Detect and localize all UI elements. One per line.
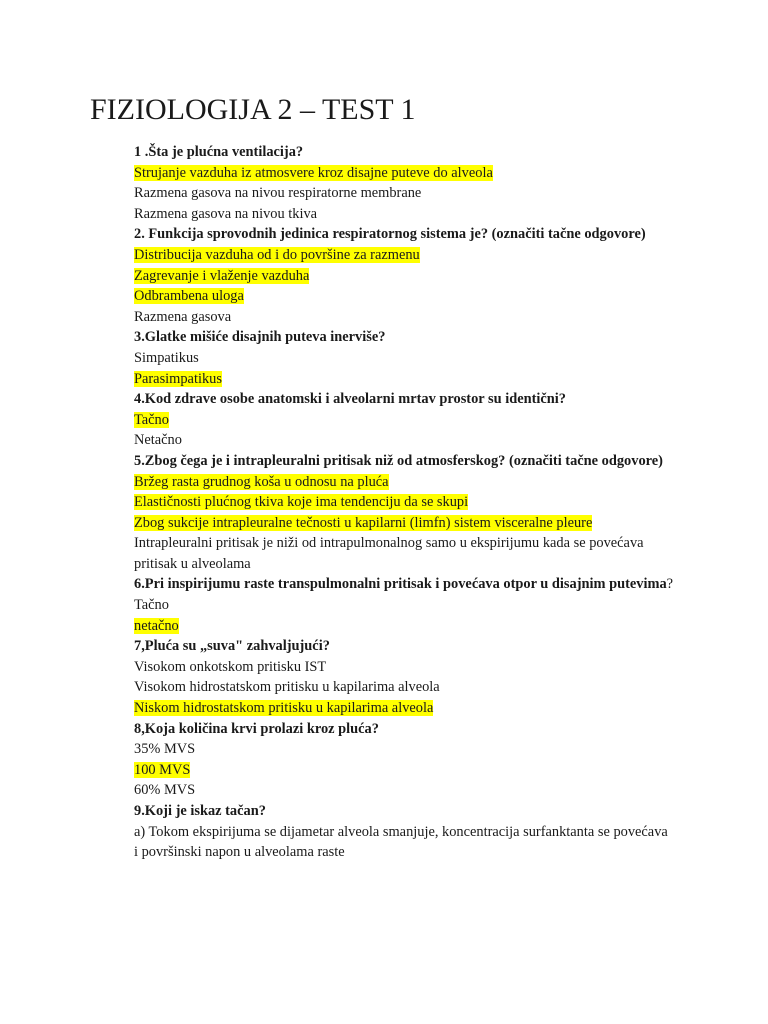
- answer-3a: [134, 348, 674, 369]
- answer-5b: [134, 492, 674, 513]
- answer-7a-text: Visokom onkotskom pritisku IST: [134, 658, 327, 675]
- answer-6b: [134, 616, 674, 637]
- answer-4a-text: Tačno: [134, 411, 169, 428]
- question-block-5: [134, 451, 674, 575]
- answer-8c-text: 60% MVS: [134, 782, 196, 799]
- answer-1a: [134, 163, 674, 184]
- question-block-4: [134, 389, 674, 451]
- answer-5d: [134, 533, 674, 574]
- answer-8a: [134, 739, 674, 760]
- question-block-9: [134, 801, 674, 863]
- answer-5b-text: Elastičnosti plućnog tkiva koje ima tendenciju da se skupi: [134, 494, 469, 511]
- question-6-text: 6.Pri inspirijumu raste transpulmonalni pritisak i povećava otpor u disajnim putevima: [134, 576, 667, 593]
- answer-7c: [134, 698, 674, 719]
- question-block-8: [134, 719, 674, 801]
- question-2: 2. Funkcija sprovodnih jedinica respiratornog sistema je? (označiti tačne odgovore): [134, 226, 646, 243]
- answer-2a-text: Distribucija vazduha od i do površine za razmenu: [134, 246, 420, 263]
- question-5: 5.Zbog čega je i intrapleuralni pritisak niž od atmosferskog? (označiti tačne odgovore): [134, 452, 663, 469]
- question-6: [134, 574, 674, 595]
- answer-8b-text: 100 MVS: [134, 761, 191, 778]
- answer-3b: [134, 369, 674, 390]
- answer-5a: [134, 472, 674, 493]
- answer-6b-text: netačno: [134, 617, 179, 634]
- answer-1c-text: Razmena gasova na nivou tkiva: [134, 205, 318, 222]
- question-9: 9.Koji je iskaz tačan?: [134, 803, 266, 819]
- question-1: 1 .Šta je plućna ventilacija?: [134, 144, 304, 160]
- answer-6a: [134, 595, 674, 616]
- answer-9a-text: a) Tokom ekspirijuma se dijametar alveola smanjuje, koncentracija surfanktanta se povećava i površinski napon u alveolama raste: [134, 823, 668, 861]
- answer-2c: [134, 286, 674, 307]
- answer-5d-text: Intrapleuralni pritisak je niži od intrapulmonalnog samo u ekspirijumu kada se povećava pritisak u alveolama: [134, 535, 644, 572]
- question-7: 7,Pluća su „suva" zahvaljujući?: [134, 638, 330, 655]
- answer-5c: [134, 513, 674, 534]
- question-block-2: [134, 224, 674, 327]
- answer-2d: [134, 307, 674, 328]
- answer-8a-text: 35% MVS: [134, 741, 196, 758]
- answer-2b: [134, 266, 674, 287]
- answer-2d-text: Razmena gasova: [134, 308, 232, 325]
- answer-5a-text: Bržeg rasta grudnog koša u odnosu na pluća: [134, 473, 389, 490]
- answer-4a: [134, 410, 674, 431]
- question-6-suffix: ?: [666, 576, 674, 593]
- answer-1b-text: Razmena gasova na nivou respiratorne membrane: [134, 185, 422, 202]
- answer-4b-text: Netačno: [134, 432, 182, 449]
- question-3: 3.Glatke mišiće disajnih puteva inerviše?: [134, 329, 386, 346]
- answer-7b: [134, 677, 674, 698]
- answer-7b-text: Visokom hidrostatskom pritisku u kapilarima alveola: [134, 679, 440, 696]
- question-block-6: [134, 574, 674, 636]
- answer-5c-text: Zbog sukcije intrapleuralne tečnosti u kapilarni (limfn) sistem visceralne pleure: [134, 514, 593, 531]
- answer-1a-text: Strujanje vazduha iz atmosvere kroz disajne puteve do alveola: [134, 164, 493, 181]
- answer-2c-text: Odbrambena uloga: [134, 288, 244, 305]
- answer-1c: [134, 204, 674, 225]
- question-list: [134, 142, 674, 863]
- answer-1b: [134, 183, 674, 204]
- question-block-3: [134, 327, 674, 389]
- answer-7c-text: Niskom hidrostatskom pritisku u kapilarima alveola: [134, 700, 434, 717]
- answer-6a-text: Tačno: [134, 597, 169, 614]
- answer-7a: [134, 657, 674, 678]
- answer-4b: [134, 430, 674, 451]
- answer-3a-text: Simpatikus: [134, 349, 199, 366]
- question-8: 8,Koja količina krvi prolazi kroz pluća?: [134, 720, 379, 737]
- answer-2b-text: Zagrevanje i vlaženje vazduha: [134, 267, 310, 284]
- question-block-7: [134, 636, 674, 718]
- answer-9a: [134, 822, 674, 863]
- page-title: FIZIOLOGIJA 2 – TEST 1: [90, 93, 416, 126]
- question-4: 4.Kod zdrave osobe anatomski i alveolarni mrtav prostor su identični?: [134, 391, 566, 408]
- answer-3b-text: Parasimpatikus: [134, 370, 222, 387]
- answer-2a: [134, 245, 674, 266]
- answer-8b: [134, 760, 674, 781]
- question-block-1: [134, 142, 674, 224]
- answer-8c: [134, 780, 674, 801]
